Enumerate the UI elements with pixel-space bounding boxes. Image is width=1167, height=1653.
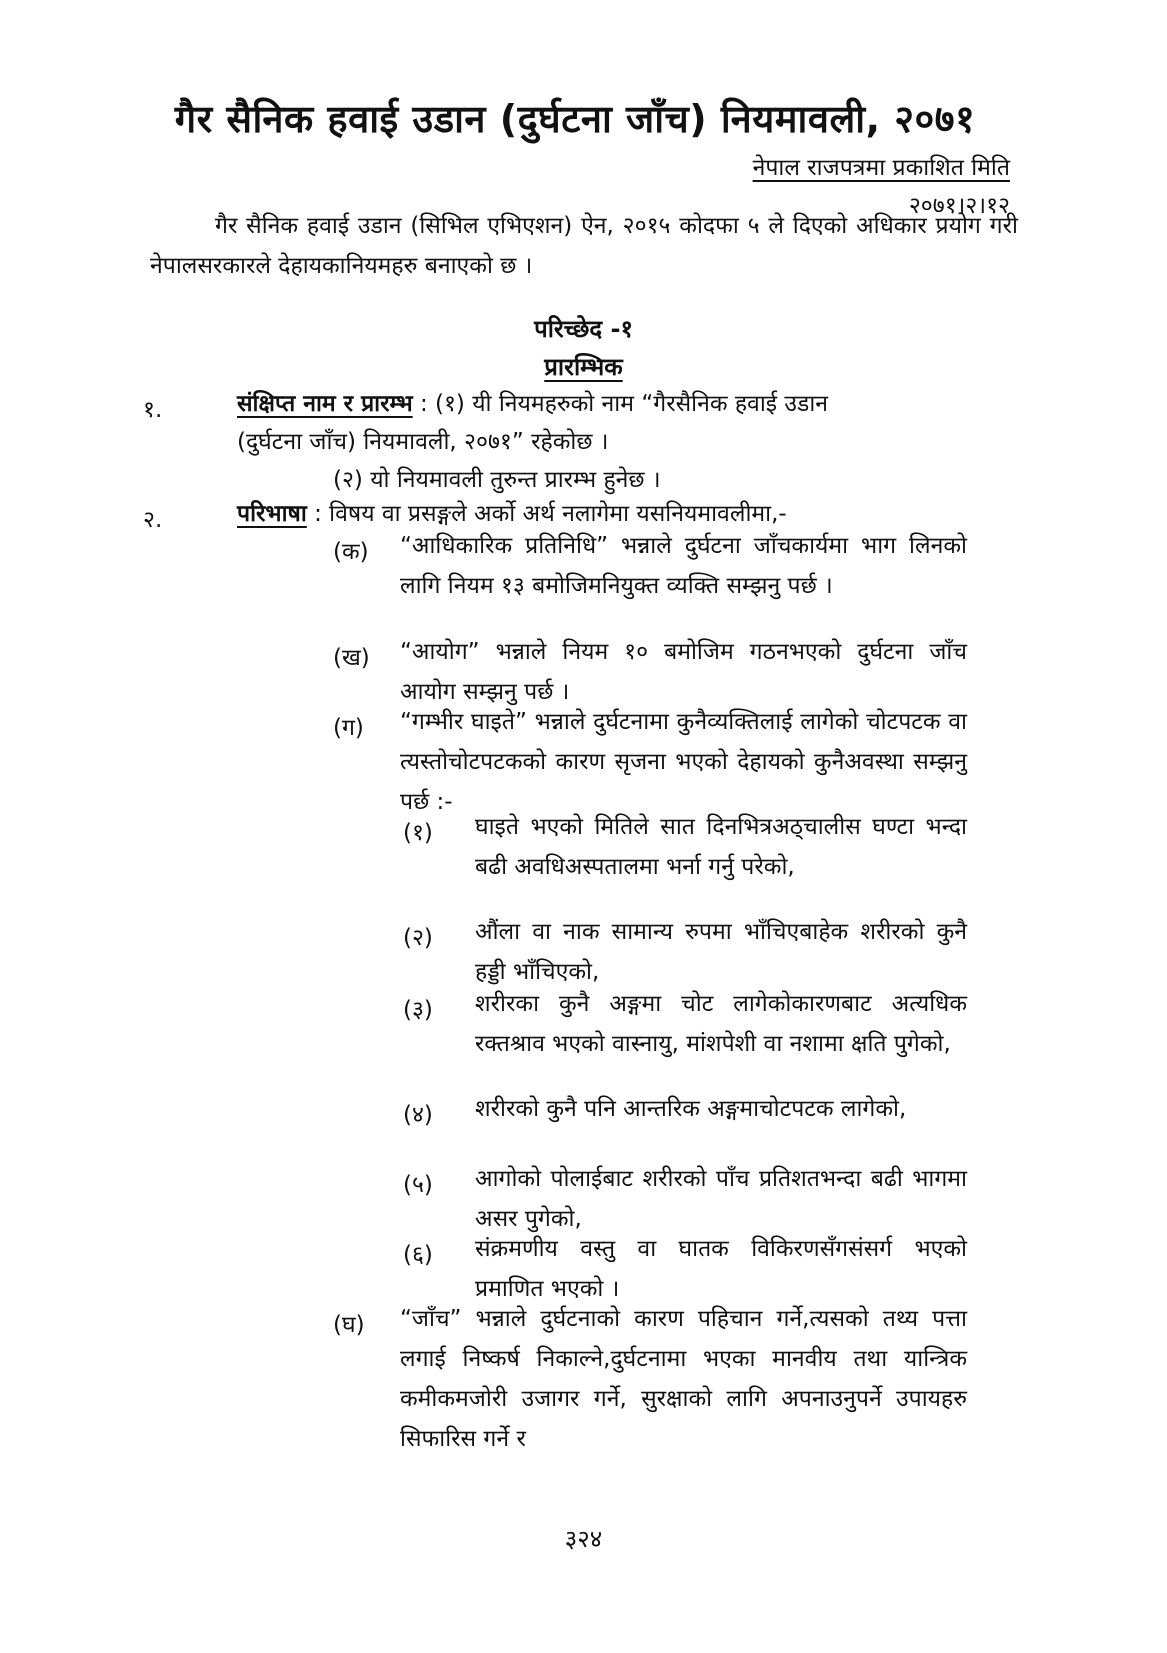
rule-2-intro: : विषय वा प्रसङ्गले अर्को अर्थ नलागेमा यसनियमावलीमा,-	[314, 501, 787, 527]
clause-label: (ग)	[333, 715, 364, 741]
sub-item-text: शरीरका कुनै अङ्गमा चोट लागेकोकारणबाट अत्यधिक रक्तश्राव भएको वास्नायु, मांशपेशी वा नशामा क्षति पुगेको,	[475, 991, 967, 1057]
clause-label: (ख)	[333, 645, 370, 671]
chapter-number: परिच्छेद -१	[534, 315, 633, 343]
rule-1-sub-2: (२) यो नियमावली तुरुन्त प्रारम्भ हुनेछ ।	[333, 467, 661, 493]
publication-date: २०७१।२।१२	[908, 193, 1010, 219]
clause-label: (क)	[333, 539, 369, 565]
clause-text: “गम्भीर घाइते” भन्नाले दुर्घटनामा कुनैव्यक्तिलाई लागेको चोटपटक वा त्यस्तोचोटपटकको कारण सृजना भएको देहायको कुनैअवस्था सम्झनु पर्छ :-	[400, 709, 967, 815]
rule-1-number: १.	[143, 397, 163, 423]
clause-text: “आधिकारिक प्रतिनिधि” भन्नाले दुर्घटना जाँचकार्यमा भाग लिनको लागि नियम १३ बमोजिमनियुक्त व्यक्ति सम्झनु पर्छ ।	[400, 533, 967, 599]
sub-item-text: शरीरको कुनै पनि आन्तरिक अङ्गमाचोटपटक लागेको,	[475, 1096, 907, 1122]
sub-item-label: (६)	[403, 1242, 433, 1268]
chapter-name: प्रारम्भिक	[544, 353, 623, 381]
sub-item-label: (५)	[403, 1172, 433, 1198]
page-number: ३२४	[564, 1525, 603, 1553]
rule-1-heading: संक्षिप्त नाम र प्रारम्भ	[237, 391, 413, 417]
rule-1-text: : (१) यी नियमहरुको नाम “गैरसैनिक हवाई उडान	[419, 391, 829, 417]
document-title: गैर सैनिक हवाई उडान (दुर्घटना जाँच) नियमावली, २०७१	[174, 97, 976, 141]
sub-item-text: घाइते भएको मितिले सात दिनभित्रअठ्चालीस घण्टा भन्दा बढी अवधिअस्पतालमा भर्ना गर्नु परेको,	[475, 814, 967, 880]
clause-label: (घ)	[333, 1312, 365, 1338]
sub-item-label: (२)	[403, 925, 433, 951]
sub-item-label: (४)	[403, 1102, 433, 1128]
rule-1-line-1	[237, 384, 1017, 424]
sub-item-text: औंला वा नाक सामान्य रुपमा भाँचिएबाहेक शरीरको कुनै हड्डी भाँचिएको,	[475, 919, 967, 985]
sub-item-label: (३)	[403, 997, 433, 1023]
clause-text: “जाँच” भन्नाले दुर्घटनाको कारण पहिचान गर्ने,त्यसको तथ्य पत्ता लगाई निष्कर्ष निकाल्ने,दुर्घटनामा भएका मानवीय तथा यान्त्रिक कमीकमजोरी उजागर गर्ने, सुरक्षाको लागि अपनाउनुपर्ने उपायहरु सिफारिस गर्ने र	[400, 1306, 967, 1452]
publication-label: नेपाल राजपत्रमा प्रकाशित मिति	[752, 155, 1010, 181]
clause-text: “आयोग” भन्नाले नियम १० बमोजिम गठनभएको दुर्घटना जाँच आयोग सम्झनु पर्छ ।	[400, 639, 967, 705]
rule-2-heading: परिभाषा	[237, 501, 307, 527]
rule-2-number: २.	[143, 507, 163, 533]
chapter-name-wrap	[0, 350, 1167, 383]
preamble-paragraph: गैर सैनिक हवाई उडान (सिभिल एभिएशन) ऐन, २०१५ कोदफा ५ ले दिएको अधिकार प्रयोग गरी नेपालसरकारले देहायकानियमहरु बनाएको छ ।	[150, 213, 1018, 279]
rule-1-line-2: (दुर्घटना जाँच) नियमावली, २०७१” रहेकोछ ।	[237, 429, 609, 455]
sub-item-text: संक्रमणीय वस्तु वा घातक विकिरणसँगसंसर्ग भएको प्रमाणित भएको ।	[475, 1236, 967, 1302]
sub-item-label: (१)	[403, 820, 433, 846]
sub-item-text: आगोको पोलाईबाट शरीरको पाँच प्रतिशतभन्दा बढी भागमा असर पुगेको,	[475, 1166, 967, 1232]
